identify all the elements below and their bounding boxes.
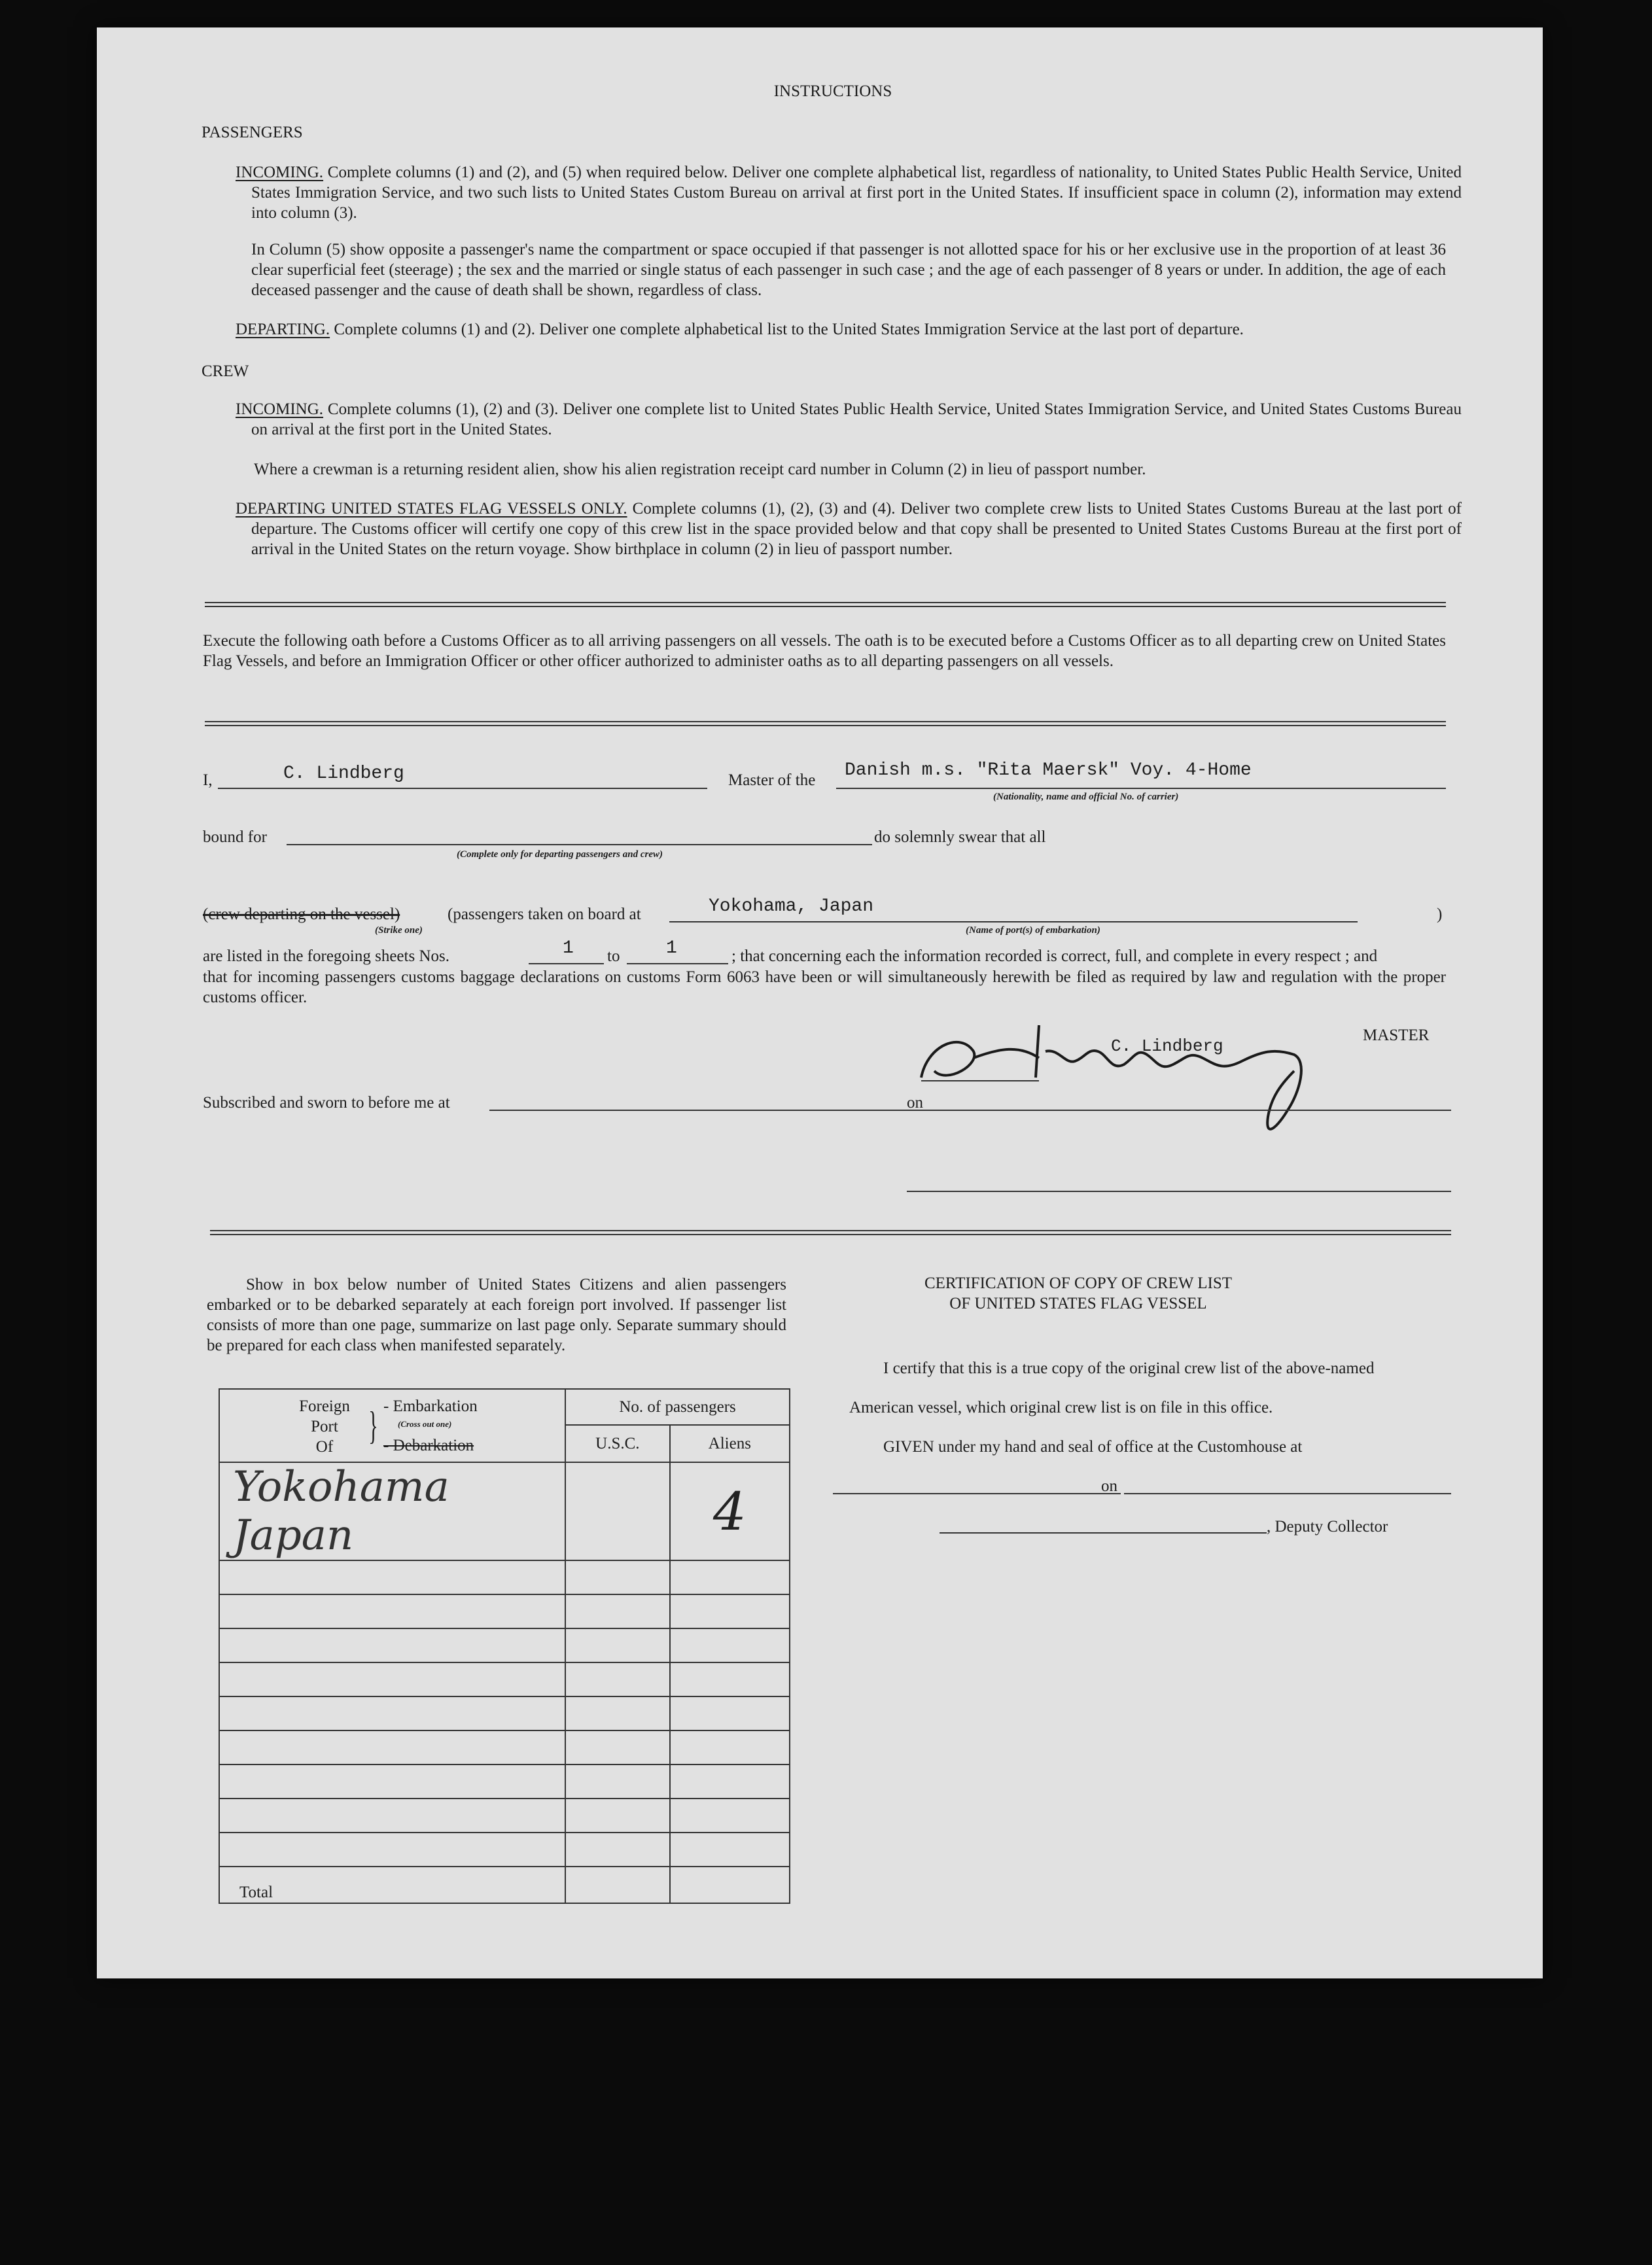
vessel-field[interactable]: Danish m.s. "Rita Maersk" Voy. 4-Home [845,760,1252,781]
close-paren: ) [1437,905,1443,923]
summary-instructions: Show in box below number of United States Citizens and alien passengers embarked or to be debarked separately at each foreign port involved. If passenger list consists of more than one page, summarize on last page only. Separate summary should be prepared for each class when manifested separately. [207,1276,786,1354]
document-page [97,27,1543,1978]
instructions-title: INSTRUCTIONS [773,82,892,100]
passengers-departing-text: Complete columns (1) and (2). Deliver one complete alphabetical list to the United States Immigration Service at the last port of departure. [334,321,1244,338]
table-row [219,1462,790,1560]
port-label: Port [311,1418,338,1435]
certification-given-paragraph [883,1437,1302,1457]
total-aliens-cell[interactable] [670,1867,790,1903]
total-label: Total [219,1867,565,1903]
debarkation-label: - Debarkation [383,1437,474,1454]
deputy-collector-label: , Deputy Collector [1267,1518,1388,1536]
aliens-header: Aliens [670,1425,790,1462]
customhouse-line [833,1493,1121,1494]
master-label: MASTER [1363,1027,1430,1044]
cross-out-caption: (Cross out one) [398,1419,452,1429]
passengers-departing-label: DEPARTING. [236,321,330,338]
certification-date-line [1124,1493,1451,1494]
oath-execute-paragraph: Execute the following oath before a Customs Officer as to all arriving passengers on all vessels. The oath is to be executed before a Customs Officer as to all departing crew on United States Flag Vessels, and before an Immigration Officer or other officer authorized to administer oaths as to all departing passengers on all vessels. [203,632,1446,670]
vessel-caption: (Nationality, name and official No. of carrier) [993,792,1179,802]
to-label: to [607,947,620,965]
total-row [219,1867,790,1903]
row-aliens-cell[interactable]: 4 [670,1462,790,1560]
strike-caption: (Strike one) [375,925,423,936]
vessel-line [836,788,1446,789]
passengers-heading: PASSENGERS [202,124,303,141]
signature-typed: C. Lindberg [1111,1036,1223,1056]
passengers-incoming-label: INCOMING. [236,164,324,181]
table-row [219,1628,790,1662]
given-label: GIVEN [883,1438,934,1456]
row-port-cell[interactable]: Yokohama Japan [219,1462,565,1560]
subscribed-date-line [928,1110,1451,1111]
concerning-text: ; that concerning each the information recorded is correct, full, and complete in every respect ; and [731,947,1378,965]
crew-incoming-label: INCOMING. [236,400,324,418]
passengers-incoming-paragraph [236,162,1462,223]
port-caption: (Name of port(s) of embarkation) [966,925,1100,936]
port-field[interactable]: Yokohama, Japan [709,896,874,917]
certification-line2: American vessel, which original crew list is on file in this office. [849,1399,1273,1416]
given-text: under my hand and seal of office at the Customhouse at [938,1438,1303,1456]
total-usc-cell[interactable] [565,1867,670,1903]
embarkation-label: - Embarkation [383,1397,478,1415]
sheet-from-line [529,963,604,964]
sheet-to-field[interactable]: 1 [666,938,677,958]
departing-flag-text: Complete columns (1), (2), (3) and (4). Deliver two complete crew lists to United States Customs Bureau at the last port of departure. The Customs officer will certify one copy of this crew list in the space provided below and that copy shall be presented to United States Customs Bureau at the first port of arrival in the United States on the return voyage. Show birthplace in column (2) in lieu of passport number. [251,500,1462,558]
table-row [219,1696,790,1730]
table-row [219,1833,790,1867]
departing-flag-label: DEPARTING UNITED STATES FLAG VESSELS ONLY. [236,500,627,518]
certification-title [882,1273,1274,1314]
foreign-label: Foreign [299,1397,350,1415]
subscribed-place-line [489,1110,960,1111]
i-label: I, [203,771,213,789]
baggage-text: that for incoming passengers customs baggage declarations on customs Form 6063 have been or will simultaneously herewith be filed as required by law and regulation with the proper customs officer. [203,968,1446,1006]
sheet-to-line [627,963,728,964]
table-row [219,1799,790,1833]
certification-title-line1: CERTIFICATION OF COPY OF CREW LIST [924,1274,1233,1292]
swear-text: do solemnly swear that all [874,828,1046,846]
row-usc-cell[interactable] [565,1462,670,1560]
subscribed-on-label: on [907,1094,923,1112]
crew-heading: CREW [202,362,249,380]
deputy-collector-line [940,1532,1267,1534]
column5-paragraph: In Column (5) show opposite a passenger's name the compartment or space occupied if that passenger is not allotted space for his or her exclusive use in the proportion of at least 36 clear superficial feet (steerage) ; the sex and the married or single status of each passenger in such case ; and the age of each passenger of 8 years or under. In addition, the age of each deceased passenger and the cause of death shall be shown, regardless of class. [251,241,1446,299]
table-row [219,1765,790,1799]
certification-on-label: on [1101,1477,1117,1495]
officer-signature-line [907,1191,1451,1192]
port-header-cell [219,1389,565,1462]
listed-label: are listed in the foregoing sheets Nos. [203,947,449,965]
bound-for-label: bound for [203,828,267,846]
bound-for-line [287,844,872,845]
no-passengers-header: No. of passengers [565,1389,790,1425]
crewman-paragraph: Where a crewman is a returning resident alien, show his alien registration receipt card number in Column (2) in lieu of passport number. [254,461,1146,478]
crew-incoming-paragraph [236,399,1462,440]
master-signature [902,986,1333,1143]
crew-struck-text: (crew departing on the vessel) [203,905,400,923]
oath-divider [205,721,1446,726]
section-divider [205,602,1446,607]
crew-incoming-text: Complete columns (1), (2) and (3). Deliver one complete list to United States Public Health Service, United States Immigration Service, and United States Customs Bureau on arrival at the first port in the United States. [251,400,1462,438]
certification-line1: I certify that this is a true copy of the original crew list of the above-named [883,1360,1375,1377]
port-line [669,921,1358,922]
master-of-label: Master of the [728,771,816,789]
passengers-incoming-text: Complete columns (1) and (2), and (5) when required below. Deliver one complete alphabetical list, regardless of nationality, to United States Public Health Service, United States Immigration Service, and two such lists to United States Custom Bureau on arrival at first port in the United States. If insufficient space in column (2), information may extend into column (3). [251,164,1462,222]
usc-header: U.S.C. [565,1425,670,1462]
brace-icon: } [368,1404,378,1447]
bound-for-caption: (Complete only for departing passengers and crew) [457,849,663,860]
master-name-line [218,788,707,789]
table-row [219,1560,790,1594]
subscribed-label: Subscribed and sworn to before me at [203,1094,450,1112]
table-row [219,1662,790,1696]
passenger-summary-table [219,1388,790,1904]
certification-title-line2: OF UNITED STATES FLAG VESSEL [949,1295,1207,1312]
master-name-field[interactable]: C. Lindberg [283,764,404,784]
passengers-departing-paragraph [236,319,1446,340]
table-row [219,1594,790,1628]
lower-divider [210,1230,1451,1235]
passengers-taken-label: (passengers taken on board at [448,905,641,923]
table-row [219,1730,790,1765]
of-label: Of [315,1438,334,1456]
departing-flag-paragraph [236,499,1462,559]
sheet-from-field[interactable]: 1 [563,938,574,958]
